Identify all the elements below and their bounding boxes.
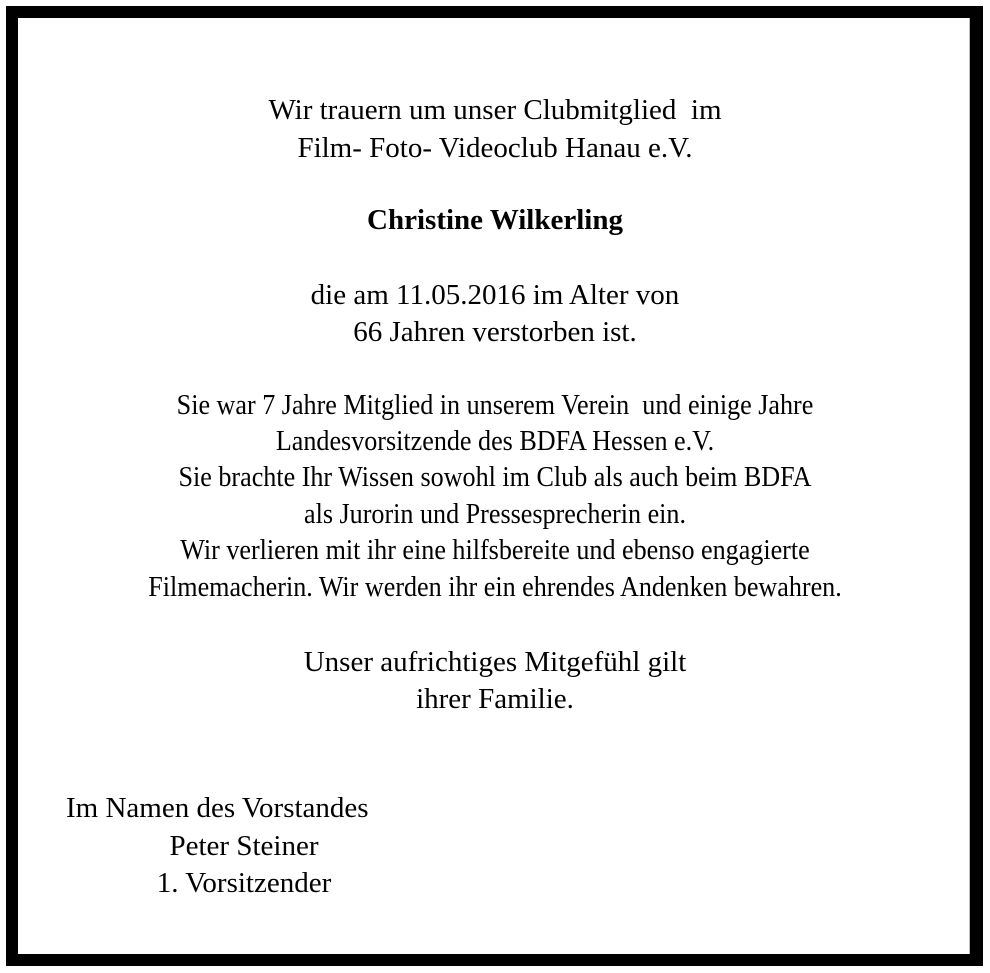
tribute-line-1: Sie war 7 Jahre Mitglied in unserem Verein und einige Jahre [176,389,814,421]
tribute-line-5: Wir verlieren mit ihr eine hilfsbereite und ebenso engagierte [180,534,810,566]
signer-name: Peter Steiner [169,830,319,862]
condolence-line-1: Unser aufrichtiges Mitgefühl gilt [303,646,687,678]
death-info-line-1: die am 11.05.2016 im Alter von [310,279,680,311]
intro-line-1: Wir trauern um unser Clubmitglied im [268,94,722,126]
tribute-line-2: Landesvorsitzende des BDFA Hessen e.V. [275,425,715,457]
condolence-line-2: ihrer Familie. [416,683,574,715]
tribute-line-6: Filmemacherin. Wir werden ihr ein ehrendes Andenken bewahren. [148,571,842,603]
deceased-name: Christine Wilkerling [367,204,623,236]
death-info-line-2: 66 Jahren verstorben ist. [353,316,637,348]
tribute-line-4: als Jurorin und Pressesprecherin ein. [304,498,686,530]
tribute-line-3: Sie brachte Ihr Wissen sowohl im Club als auch beim BDFA [178,461,812,493]
signer-title: 1. Vorsitzender [156,867,332,899]
intro-line-2: Film- Foto- Videoclub Hanau e.V. [297,132,693,164]
on-behalf-of-board: Im Namen des Vorstandes [66,792,369,824]
